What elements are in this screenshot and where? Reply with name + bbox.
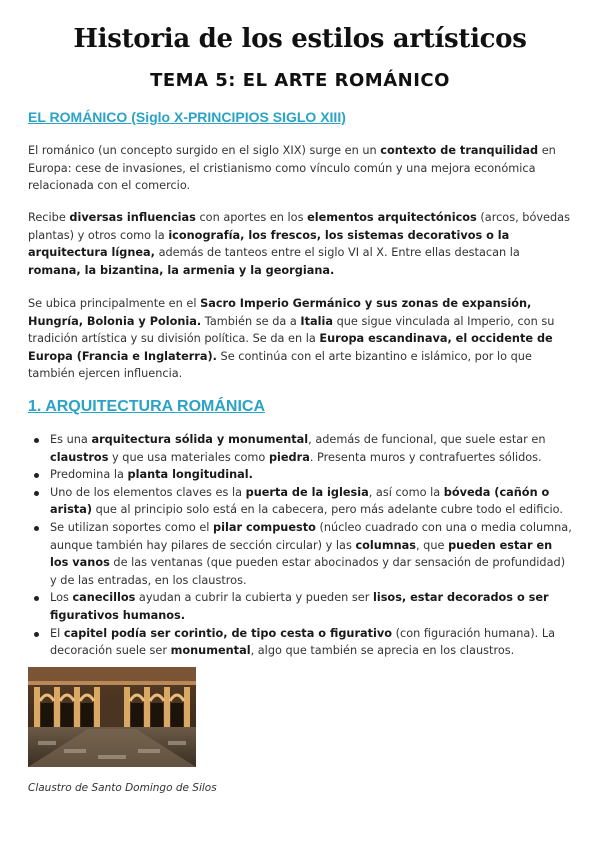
page-title: Historia de los estilos artísticos <box>73 24 527 54</box>
list-item: Los canecillos ayudan a cubrir la cubierta y pueden ser lisos, estar decorados o ser figurativos humanos. <box>28 589 573 624</box>
bullet-list <box>28 431 573 660</box>
section-heading-romanico: EL ROMÁNICO (Siglo X-PRINCIPIOS SIGLO XIII) <box>28 109 346 125</box>
cloister-photo <box>28 667 196 767</box>
list-item: Es una arquitectura sólida y monumental, además de funcional, que suele estar en claustros y que usa materiales como piedra. Presenta muros y contrafuertes sólidos. <box>28 431 573 466</box>
page-subtitle: TEMA 5: EL ARTE ROMÁNICO <box>150 70 450 91</box>
list-item: Se utilizan soportes como el pilar compuesto (núcleo cuadrado con una o media columna, aunque también hay pilares de sección circular) y las columnas, que pueden estar en los vanos de las ventanas (que pueden estar abocinados y dar sensación de profundidad) y de las entradas, en los claustros. <box>28 519 573 589</box>
list-item: Predomina la planta longitudinal. <box>28 466 573 484</box>
bullet-icon <box>34 632 39 637</box>
bullet-icon <box>34 473 39 478</box>
section-heading-arquitectura: 1. ARQUITECTURA ROMÁNICA <box>28 398 266 415</box>
list-item: El capitel podía ser corintio, de tipo cesta o figurativo (con figuración humana). La decoración suele ser monumental, algo que también se aprecia en los claustros. <box>28 625 573 660</box>
paragraph: El románico (un concepto surgido en el siglo XIX) surge en un contexto de tranquilidad en Europa: cese de invasiones, el cristianismo como vínculo común y una mejora económica relacionada con el comercio. <box>28 144 556 193</box>
paragraph: Recibe diversas influencias con aportes en los elementos arquitectónicos (arcos, bóvedas plantas) y otros como la iconografía, los frescos, los sistemas decorativos o la arquitectura lígnea, además de tanteos entre el siglo VI al X. Entre ellas destacan la romana, la bizantina, la armenia y la georgiana. <box>28 211 570 277</box>
paragraph: Se ubica principalmente en el Sacro Imperio Germánico y sus zonas de expansión, Hungría, Bolonia y Polonia. También se da a Italia que sigue vinculada al Imperio, con su tradición artística y su división política. Se da en la Europa escandinava, el occidente de Europa (Francia e Inglaterra). Se continúa con el arte bizantino e islámico, por lo que también ejercen influencia. <box>28 297 555 381</box>
bullet-icon <box>34 596 39 601</box>
bullet-icon <box>34 438 39 443</box>
bullet-icon <box>34 526 39 531</box>
list-item: Uno de los elementos claves es la puerta de la iglesia, así como la bóveda (cañón o arista) que al principio solo está en la cabecera, pero más adelante cubre todo el edificio. <box>28 484 573 519</box>
bullet-icon <box>34 491 39 496</box>
figure-caption: Claustro de Santo Domingo de Silos <box>28 782 217 794</box>
